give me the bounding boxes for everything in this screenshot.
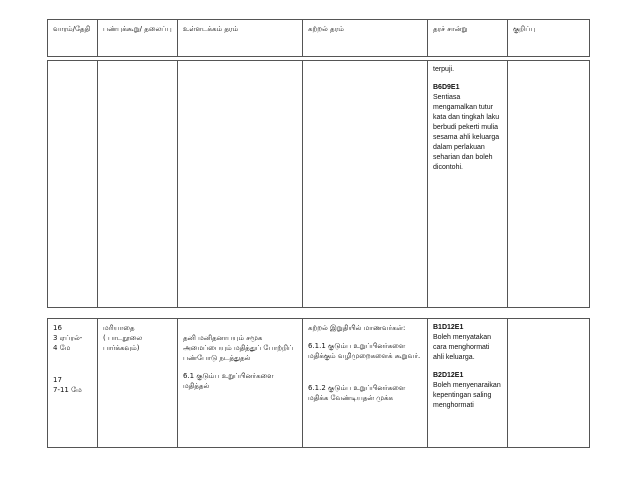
topic-cell <box>98 61 178 308</box>
evidence-text: Boleh menyatakan cara menghormati ahli keluarga. <box>433 334 491 361</box>
lesson-table <box>47 318 590 448</box>
learning-standard: 6.1.1 குடும்ப உறுப்பினர்களை மதிக்கும் வழிமுறைகளைக் கூறுவர். <box>308 342 421 360</box>
header-week-date: வாரம்/தேதி <box>48 20 98 57</box>
week-cell <box>48 61 98 308</box>
evidence-text: terpuji. <box>433 66 455 73</box>
week-cell <box>48 319 98 448</box>
table-row <box>48 319 590 448</box>
week-number: 16 <box>53 324 62 332</box>
topic-cell <box>98 319 178 448</box>
week-date: 4 மே <box>53 344 71 352</box>
evidence-text: Sentiasa mengamalkan tutur kata dan tingkah laku berbudi pekerti mulia sesama ahli keluarga dalam perlakuan seharian dan boleh dicontohi. <box>433 94 500 171</box>
notes-cell <box>508 319 590 448</box>
topic-note: ( பாடநூலை பார்க்கவும்) <box>103 334 143 352</box>
topic-title: மரியாதை <box>103 324 135 332</box>
notes-cell <box>508 61 590 308</box>
header-value-topic: பண்புக்கூறு/ தலைப்பு <box>98 20 178 57</box>
learning-cell <box>303 61 428 308</box>
week-date: 7-11 மே <box>53 386 82 394</box>
header-learning-standard: கற்றல் தரம் <box>303 20 428 57</box>
week-number: 17 <box>53 376 62 384</box>
header-table <box>47 19 590 57</box>
content-text: 6.1 குடும்ப உறுப்பினர்களை மதித்தல் <box>183 372 274 390</box>
evidence-code: B6D9E1 <box>433 84 460 91</box>
learning-standard: 6.1.2 குடும்ப உறுப்பினர்களை மதிக்க வேண்டியதன் முக்க <box>308 384 406 402</box>
header-notes: குறிப்பு <box>508 20 590 57</box>
learning-cell <box>303 319 428 448</box>
evidence-text: Boleh menyenaraikan kepentingan saling menghormati <box>433 382 501 409</box>
learning-intro: கற்றல் இறுதியில் மாணவர்கள்: <box>308 324 406 332</box>
content-cell <box>178 61 303 308</box>
header-performance-standard: தரச் சான்று <box>428 20 508 57</box>
evidence-cell <box>428 61 508 308</box>
header-row <box>48 20 590 57</box>
header-content-standard: உள்ளடக்கம் தரம் <box>178 20 303 57</box>
evidence-code: B1D12E1 <box>433 324 464 331</box>
table-row <box>48 61 590 308</box>
evidence-code: B2D12E1 <box>433 372 464 379</box>
week-date: 3 ஏப்ரல்- <box>53 334 83 342</box>
evidence-cell <box>428 319 508 448</box>
lesson-table-continued <box>47 60 590 308</box>
content-text: தனி மனிதனாபயும் சமூக அமைப்பையும் மதித்துப் போற்றிப் பண்போடு நடத்துதல் <box>183 334 294 362</box>
content-cell <box>178 319 303 448</box>
